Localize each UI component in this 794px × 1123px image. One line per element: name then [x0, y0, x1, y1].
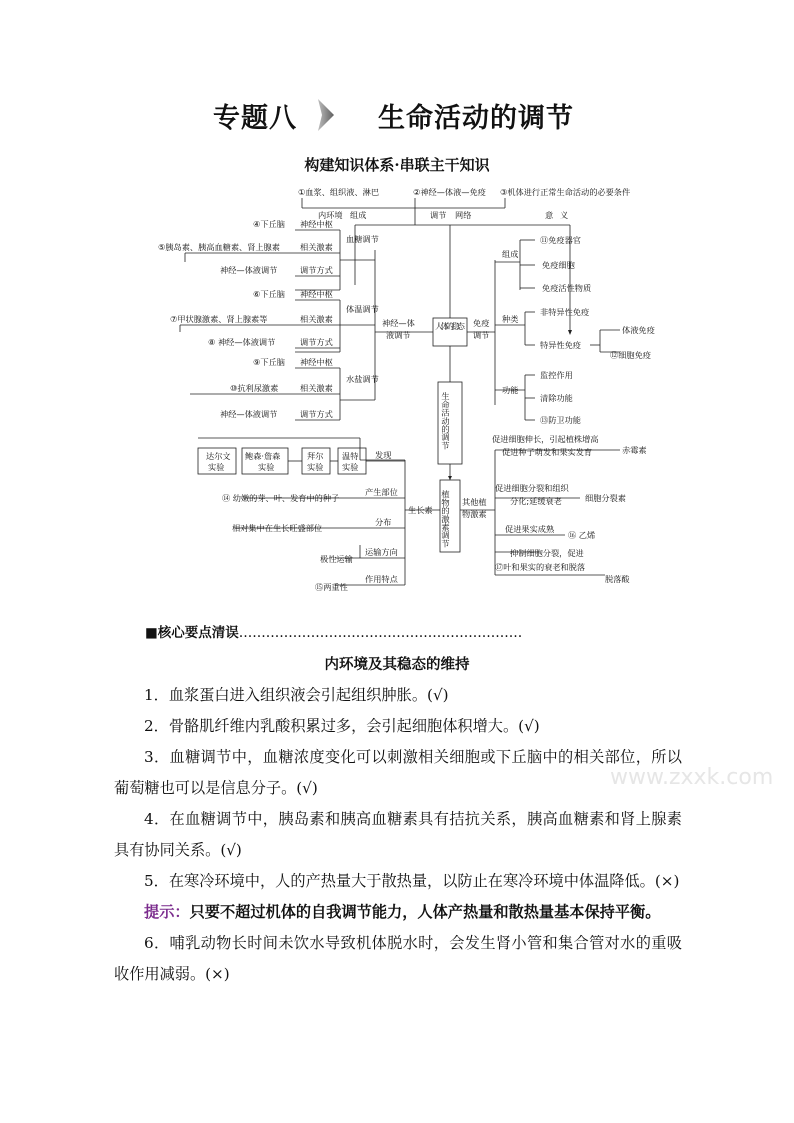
item-list: [114, 680, 682, 990]
vertical-label: 生命活动的调节: [441, 392, 451, 450]
diagram-label: 免疫活性物质: [542, 283, 592, 293]
list-item: 1．血浆蛋白进入组织液会引起组织肿胀。(√): [144, 686, 449, 704]
diagram-label: 调节方式: [300, 265, 333, 275]
hint: 提示：只要不超过机体的自我调节能力，人体产热量和散热量基本保持平衡。: [144, 903, 661, 921]
chapter-label: 专题八: [213, 103, 297, 134]
diagram-label: 神经中枢: [300, 219, 333, 229]
diagram-label: 调节方式: [300, 409, 333, 419]
diagram-label: 调节: [430, 210, 447, 220]
diagram-label: 实验: [258, 462, 275, 472]
diagram-label: 神经中枢: [300, 289, 333, 299]
diagram-label: 拜尔: [307, 451, 324, 461]
page-title: [0, 96, 794, 136]
diagram-label: 发现: [375, 450, 392, 460]
diagram-label: 生长素: [408, 505, 433, 515]
diagram-label: 分化;延缓衰老: [510, 496, 562, 506]
diagram-label: 神经—体液调节: [220, 409, 278, 419]
core-points-heading: ■核心要点清误………………………………………………………: [145, 625, 523, 641]
diagram-label: 实验: [342, 462, 359, 472]
diagram-label: ⑮两重性: [315, 582, 348, 592]
diagram-label: 细胞分裂素: [585, 493, 626, 503]
diagram-label: ⑥下丘脑: [253, 289, 285, 299]
plant-label: 植物的激素调节: [441, 490, 451, 548]
diagram-label: 相关激素: [300, 383, 333, 393]
diagram-label: 组成: [502, 249, 519, 259]
diagram-label: ⑯ 乙烯: [568, 530, 596, 540]
node-3: ③机体进行正常生命活动的必要条件: [500, 187, 631, 197]
watermark: www.zxxk.com: [610, 765, 774, 790]
diagram-label: 促进果实成熟: [505, 524, 555, 534]
diagram-label: 体液免疫: [622, 325, 655, 335]
diagram-label: 促进细胞分裂和组织: [495, 483, 569, 493]
diagram-label: ⑭ 幼嫩的芽、叶、发育中的种子: [222, 493, 340, 503]
diagram-label: ⑧ 神经—体液调节: [208, 337, 276, 347]
diagram-label: 促进种子萌发和果实发育: [502, 447, 593, 457]
diagram-label: 神经中枢: [300, 357, 333, 367]
diagram-label: 神经—体: [382, 318, 415, 328]
diagram-label: 物激素: [462, 509, 487, 519]
diagram-label: ⑩抗利尿激素: [230, 383, 279, 393]
diagram-label: 相对集中在生长旺盛部位: [232, 523, 323, 533]
section-subtitle: 构建知识体系·串联主干知识: [304, 156, 490, 174]
diagram-label: 液调节: [386, 330, 411, 340]
chapter-title: 生命活动的调节: [378, 103, 574, 134]
diagram-label: 实验: [208, 462, 225, 472]
diagram-label: 温特: [342, 451, 359, 461]
diagram-label: 特异性免疫: [540, 340, 581, 350]
diagram-label: 监控作用: [540, 370, 573, 380]
diagram-label: 神经—体液调节: [220, 265, 278, 275]
core-node: 人体的稳态: [435, 321, 465, 331]
diagram-label: 作用特点: [365, 574, 398, 584]
diagram-label: ⑨下丘脑: [253, 357, 285, 367]
diagram-label: 促进细胞伸长，引起植株增高: [492, 434, 599, 444]
diagram-label: 其他植: [462, 497, 487, 507]
topic-heading: 内环境及其稳态的维持: [324, 656, 470, 673]
diagram-label: ⑪免疫器官: [540, 235, 581, 245]
diagram-label: 网络: [455, 210, 472, 220]
node-2: ②神经—体液—免疫: [413, 187, 486, 197]
diagram-label: 脱落酸: [605, 574, 630, 584]
list-item: 6．哺乳动物长时间未饮水导致机体脱水时，会发生肾小管和集合管对水的重吸收作用减弱。(×): [114, 934, 682, 983]
diagram-label: ④下丘脑: [253, 219, 285, 229]
list-item: 5．在寒冷环境中，人的产热量大于散热量，以防止在寒冷环境中体温降低。(×): [144, 872, 680, 890]
diagram-label: 内环境: [318, 210, 343, 220]
diagram-label: 血糖调节: [346, 234, 379, 244]
diagram-label: 非特异性免疫: [540, 307, 590, 317]
diagram-label: 义: [560, 210, 569, 220]
diagram-label: 功能: [502, 385, 519, 395]
diagram-label: ⑦甲状腺激素、肾上腺素等: [170, 314, 268, 324]
diagram-label: 水盐调节: [346, 374, 379, 384]
diagram-label: 产生部位: [365, 487, 398, 497]
node-1: ①血浆、组织液、淋巴: [298, 187, 380, 197]
diagram-label: 调节: [473, 330, 490, 340]
diagram-label: 鲍森·詹森: [245, 451, 281, 461]
diagram-label: 体温调节: [346, 304, 379, 314]
diagram-label: 免疫: [473, 318, 490, 328]
list-item: 3．血糖调节中，血糖浓度变化可以刺激相关细胞或下丘脑中的相关部位，所以葡萄糖也可以是信息分子。(√): [114, 748, 682, 797]
diagram-label: 赤霉素: [622, 445, 647, 455]
diagram-label: 种类: [502, 314, 519, 324]
knowledge-diagram: [150, 180, 670, 600]
diagram-label: ⑫细胞免疫: [610, 350, 651, 360]
diagram-label: ⑰叶和果实的衰老和脱落: [495, 562, 586, 572]
diagram-label: 分布: [375, 517, 392, 527]
diagram-label: ⑤胰岛素、胰高血糖素、肾上腺素: [158, 242, 280, 252]
diagram-label: 抑制细胞分裂，促进: [510, 548, 584, 558]
diagram-label: 相关激素: [300, 242, 333, 252]
diagram-label: 免疫细胞: [542, 260, 575, 270]
diagram-label: 意: [545, 210, 554, 220]
diagram-label: 清除功能: [540, 393, 573, 403]
list-item: 4．在血糖调节中，胰岛素和胰高血糖素具有拮抗关系，胰高血糖素和肾上腺素具有协同关系。(√): [114, 810, 682, 859]
diagram-label: 运输方向: [365, 547, 398, 557]
list-item: 2．骨骼肌纤维内乳酸积累过多，会引起细胞体积增大。(√): [144, 717, 540, 735]
diagram-label: 实验: [307, 462, 324, 472]
diagram-label: 调节方式: [300, 337, 333, 347]
diagram-label: 达尔文: [206, 451, 231, 461]
diagram-label: 组成: [350, 210, 367, 220]
diagram-label: 极性运输: [320, 554, 353, 564]
diagram-label: 相关激素: [300, 314, 333, 324]
chevron-right-icon: [316, 98, 336, 132]
diagram-label: ⑬防卫功能: [540, 415, 581, 425]
